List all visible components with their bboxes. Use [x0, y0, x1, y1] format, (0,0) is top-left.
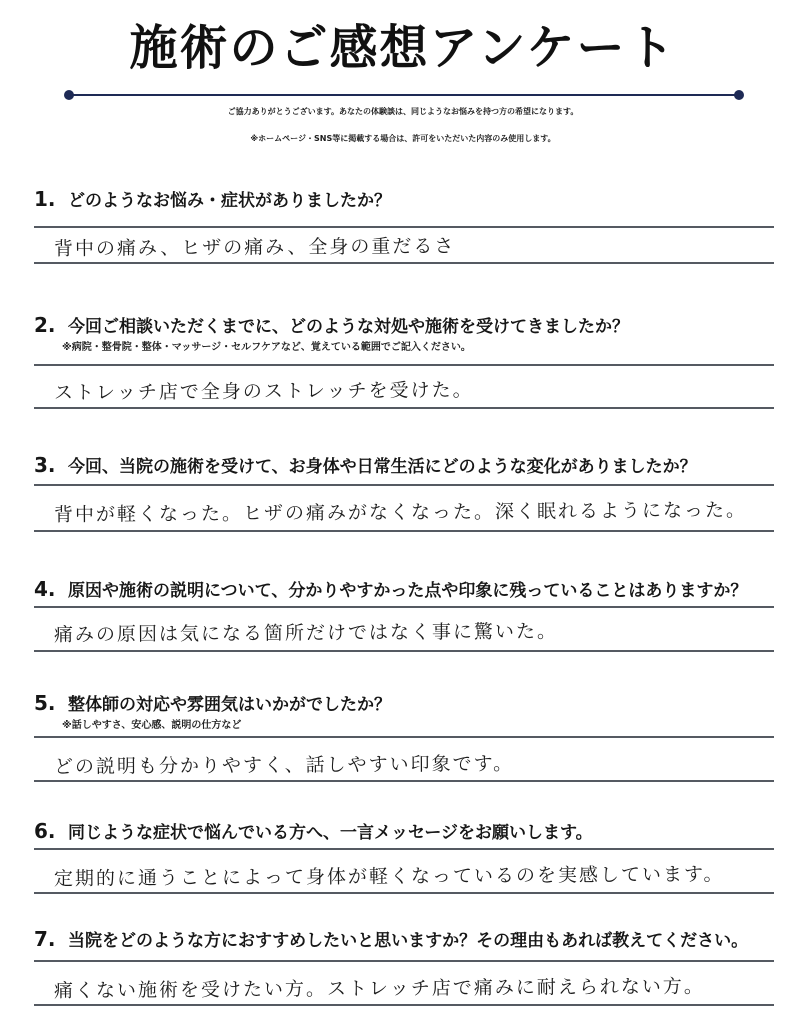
question-text: 原因や施術の説明について、分かりやすかった点や印象に残っていることはありますか？ [68, 581, 748, 601]
question-text: 当院をどのような方におすすめしたいと思いますか？その理由もあれば教えてください。 [68, 931, 749, 951]
question-note: ※病院・整骨院・整体・マッサージ・セルフケアなど、覚えている範囲でご記入ください。 [62, 342, 471, 353]
question-number: 3. [34, 453, 56, 477]
question-number: 2. [34, 313, 56, 337]
question-text: どのようなお悩み・症状がありましたか？ [68, 191, 391, 211]
handwritten-answer: 定期的に通うことによって身体が軽くなっているのを実感しています。 [53, 863, 725, 890]
answer-line [34, 848, 774, 850]
answer-line [34, 780, 774, 782]
question-heading [34, 452, 697, 477]
question-heading [34, 576, 747, 601]
answer-line [34, 892, 774, 894]
question-number: 5. [34, 691, 56, 715]
question-heading [34, 312, 629, 337]
question-text: 整体師の対応や雰囲気はいかがでしたか？ [68, 695, 391, 715]
question-heading [34, 186, 391, 211]
question-text: 今回、当院の施術を受けて、お身体や日常生活にどのような変化がありましたか？ [68, 457, 697, 477]
handwritten-answer: 背中が軽くなった。ヒザの痛みがなくなった。深く眠れるようになった。 [53, 499, 748, 526]
handwritten-answer: どの説明も分かりやすく、話しやすい印象です。 [53, 752, 515, 778]
answer-line [34, 1004, 774, 1006]
handwritten-answer: 痛みの原因は気になる箇所だけではなく事に驚いた。 [53, 620, 559, 646]
question-number: 6. [34, 819, 56, 843]
question-heading [34, 690, 391, 715]
answer-line [34, 530, 774, 532]
question-heading [34, 926, 748, 951]
answer-line [34, 407, 774, 409]
question-text: 今回ご相談いただくまでに、どのような対処や施術を受けてきましたか？ [68, 317, 629, 337]
question-text: 同じような症状で悩んでいる方へ、一言メッセージをお願いします。 [68, 823, 593, 843]
question-heading [34, 818, 593, 843]
answer-line [34, 736, 774, 738]
question-number: 7. [34, 927, 56, 951]
answer-line [34, 606, 774, 608]
answer-line [34, 650, 774, 652]
answer-line [34, 364, 774, 366]
intro-text: ご協力ありがとうございます。あなたの体験談は、同じようなお悩みを持つ方の希望になります。 [227, 107, 579, 116]
handwritten-answer: 背中の痛み、ヒザの痛み、全身の重だるさ [53, 235, 456, 260]
question-number: 4. [34, 577, 56, 601]
answer-line [34, 960, 774, 962]
survey-title: 施術のご感想アンケート [129, 20, 677, 76]
handwritten-answer: 痛くない施術を受けたい方。ストレッチ店で痛みに耐えられない方。 [53, 975, 705, 1002]
question-note: ※話しやすさ、安心感、説明の仕方など [62, 720, 242, 731]
answer-line [34, 226, 774, 228]
divider-dot-left [64, 90, 74, 100]
answer-line [34, 484, 774, 486]
handwritten-answer: ストレッチ店で全身のストレッチを受けた。 [53, 379, 474, 404]
divider-line [70, 94, 738, 96]
answer-line [34, 262, 774, 264]
intro-disclaimer: ※ホームページ・SNS等に掲載する場合は、許可をいただいた内容のみ使用します。 [250, 134, 556, 143]
title-divider [64, 90, 744, 100]
question-number: 1. [34, 187, 56, 211]
divider-dot-right [734, 90, 744, 100]
